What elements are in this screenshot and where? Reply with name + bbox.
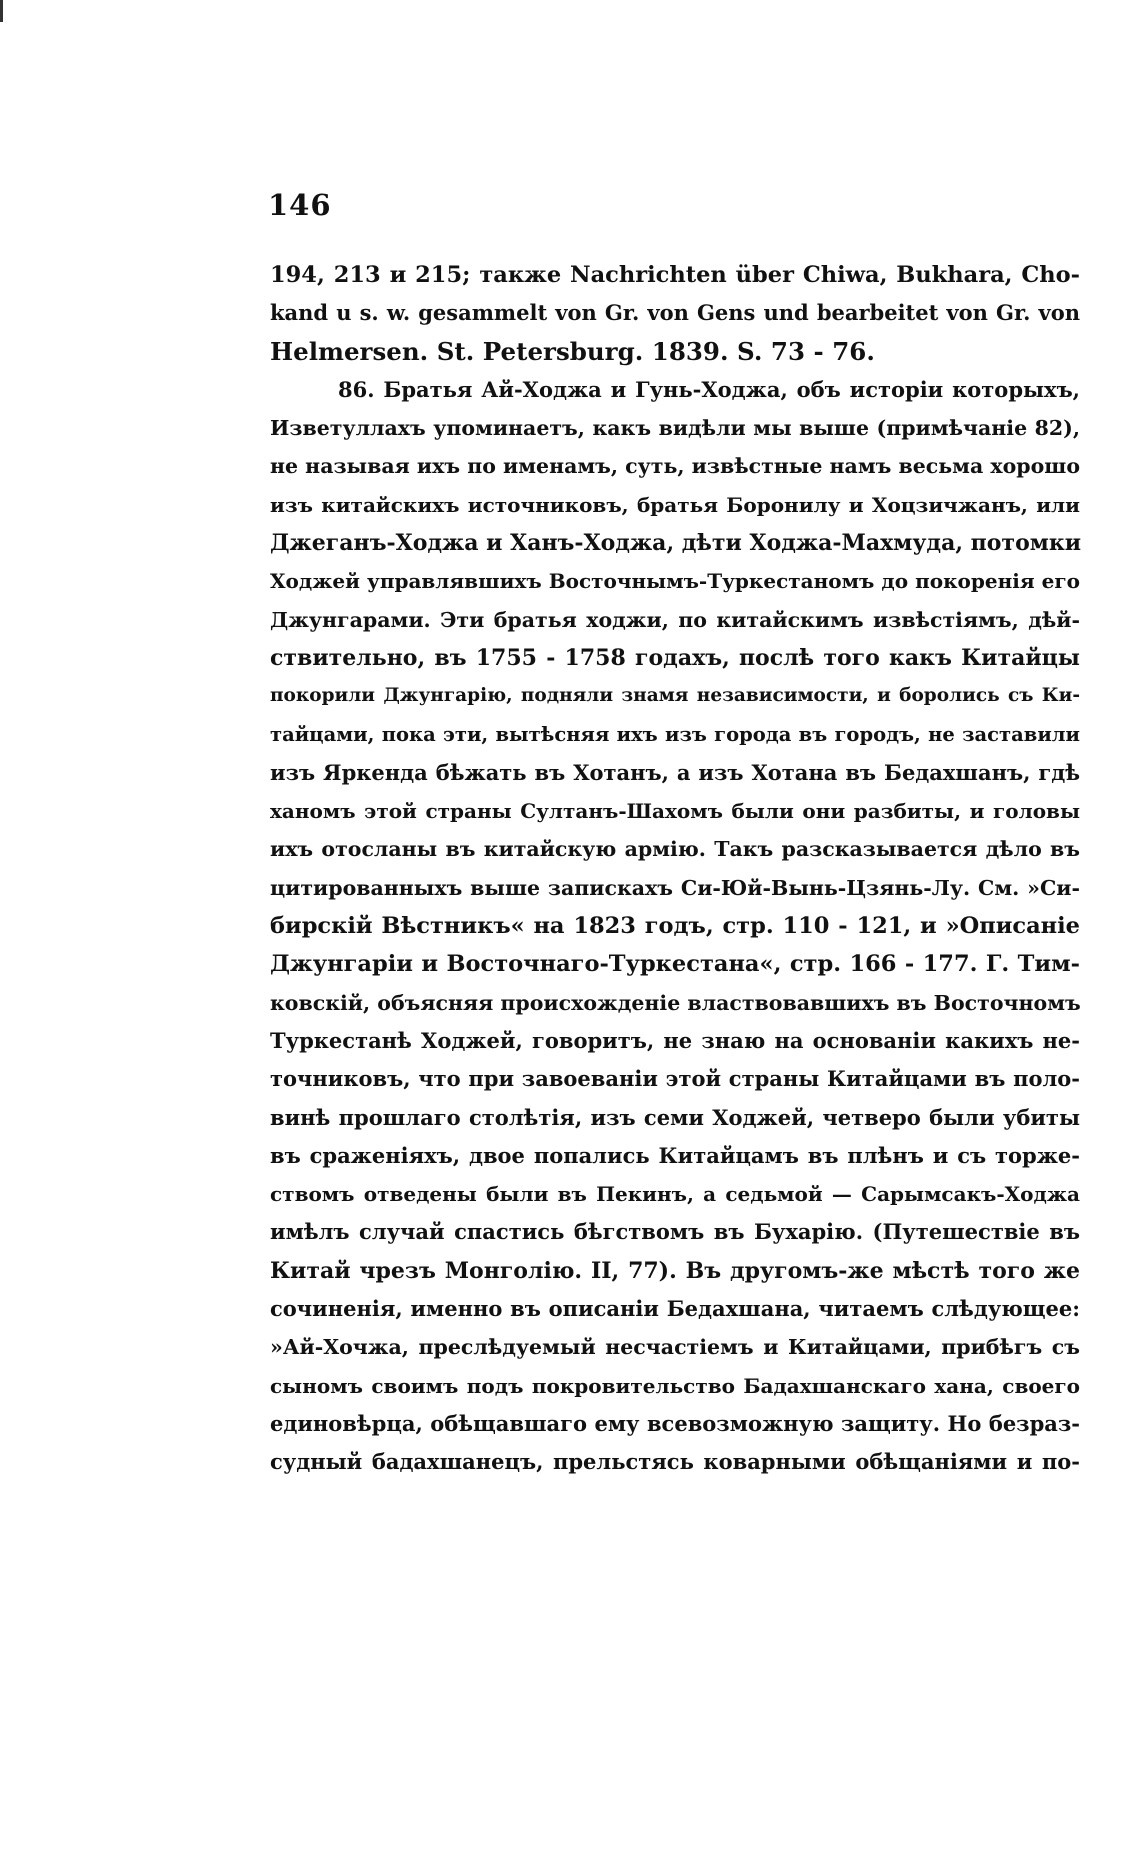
text-line: единовѣрца, обѣщавшаго ему всевозможную защиту. Но безраз- (270, 1410, 1080, 1436)
text-line: ковскій, объясняя происхожденіе властвовавшихъ въ Восточномъ (270, 990, 1081, 1015)
text-line: сыномъ своимъ подъ покровительство Бадахшанскаго хана, своего (270, 1373, 1080, 1398)
text-line: изъ китайскихъ источниковъ, братья Боронилу и Хоцзичжанъ, или (270, 492, 1080, 517)
text-line: въ сраженіяхъ, двое попались Китайцамъ въ плѣнъ и съ торже- (270, 1142, 1080, 1168)
text-line: имѣлъ случай спастись бѣгствомъ въ Бухарію. (Путешествіе въ (270, 1219, 1080, 1245)
text-line: Туркестанѣ Ходжей, говоритъ, не знаю на основаніи какихъ не- (270, 1027, 1080, 1053)
text-line: 194, 213 и 215; также Nachrichten über Chiwa, Bukhara, Cho- (270, 262, 1080, 288)
text-line: судный бадахшанецъ, прельстясь коварными обѣщаніями и по- (270, 1449, 1080, 1475)
text-line: цитированныхъ выше запискахъ Си-Юй-Вынь-Цзянь-Лу. См. »Си- (270, 875, 1080, 900)
page-number: 146 (268, 188, 332, 222)
text-line: Джунгаріи и Восточнаго-Туркестана«, стр. 166 - 177. Г. Тим- (270, 951, 1080, 978)
text-line: ствительно, въ 1755 - 1758 годахъ, послѣ того какъ Китайцы (270, 644, 1080, 671)
paragraph-start-line: 86. Братья Ай-Ходжа и Гунь-Ходжа, объ исторіи которыхъ, (338, 376, 1080, 402)
text-line: точниковъ, что при завоеваніи этой страны Китайцами въ поло- (270, 1066, 1080, 1092)
text-line: Джеганъ-Ходжа и Ханъ-Ходжа, дѣти Ходжа-Махмуда, потомки (270, 530, 1082, 557)
text-line: Helmersen. St. Petersburg. 1839. S. 73 - 76. (270, 336, 875, 366)
body-text (270, 256, 1080, 1482)
text-line: ихъ отосланы въ китайскую армію. Такъ разсказывается дѣло въ (270, 837, 1080, 862)
text-line: покорили Джунгарію, подняли знамя независимости, и боролись съ Ки- (270, 685, 1080, 707)
text-line: Джунгарами. Эти братья ходжи, по китайскимъ извѣстіямъ, дѣй- (270, 607, 1080, 632)
text-line: тайцами, пока эти, вытѣсняя ихъ изъ города въ городъ, не заставили (270, 722, 1080, 746)
text-line: сочиненія, именно въ описаніи Бедахшана, читаемъ слѣдующее: (270, 1296, 1080, 1322)
scan-edge-mark (0, 0, 3, 22)
text-line: не называя ихъ по именамъ, суть, извѣстные намъ весьма хорошо (270, 454, 1081, 479)
text-line: изъ Яркенда бѣжать въ Хотанъ, а изъ Хотана въ Бедахшанъ, гдѣ (270, 759, 1080, 785)
text-line: бирскій Вѣстникъ« на 1823 годъ, стр. 110 - 121, и »Описаніе (270, 913, 1080, 940)
text-line: Изветуллахъ упоминаетъ, какъ видѣли мы выше (примѣчаніе 82), (270, 416, 1080, 441)
text-line: »Ай-Хочжа, преслѣдуемый несчастіемъ и Китайцами, прибѣгъ съ (270, 1335, 1080, 1360)
text-line: Китай чрезъ Монголію. II, 77). Въ другомъ-же мѣстѣ того же (270, 1257, 1080, 1284)
text-line: kand u s. w. gesammelt von Gr. von Gens und bearbeitet von Gr. von (270, 300, 1080, 326)
text-line: Ходжей управлявшихъ Восточнымъ-Туркестаномъ до покоренія его (270, 569, 1080, 594)
text-line: винѣ прошлаго столѣтія, изъ семи Ходжей, четверо были убиты (270, 1104, 1080, 1130)
text-line: ханомъ этой страны Султанъ-Шахомъ были они разбиты, и головы (270, 799, 1080, 824)
text-line: ствомъ отведены были въ Пекинъ, а седьмой — Сарымсакъ-Ходжа (270, 1182, 1080, 1207)
